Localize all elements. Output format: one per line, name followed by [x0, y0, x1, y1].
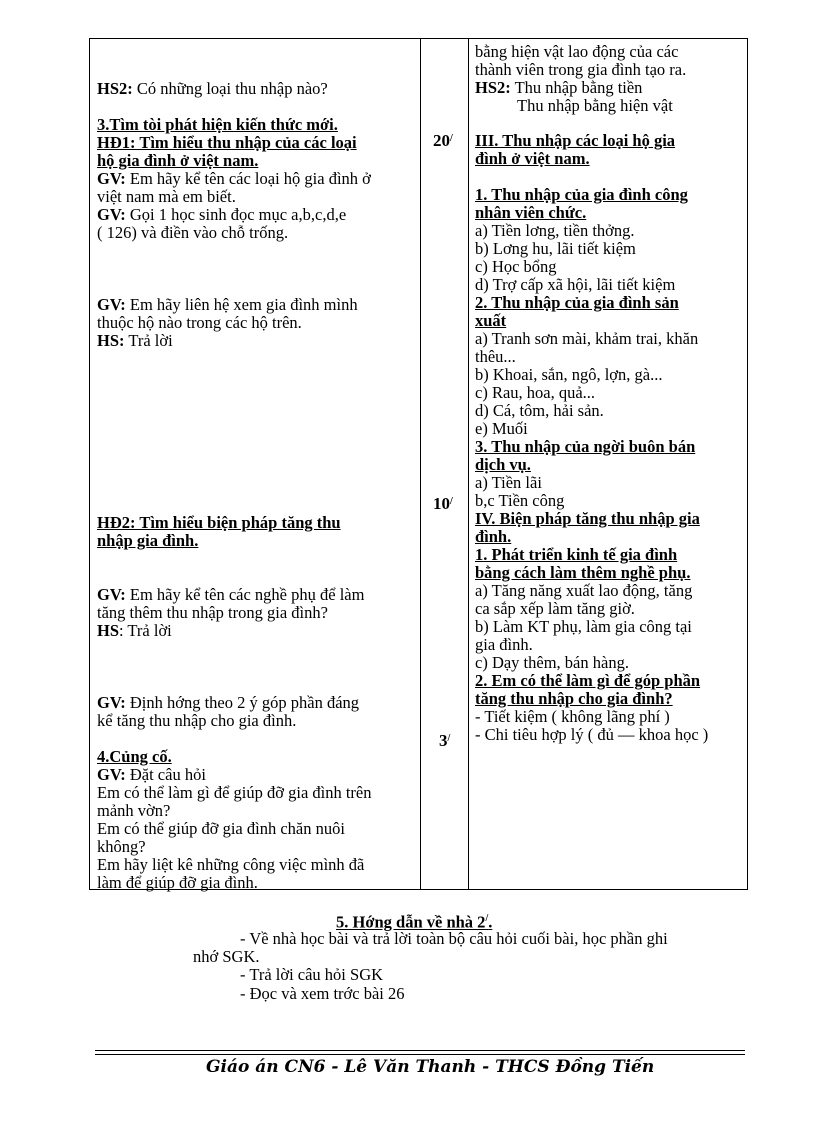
time-10: 10/	[433, 494, 453, 513]
gv-relate-household: GV: Em hãy liên hệ xem gia đình mình thuộc hộ nào trong các hộ trên. HS: Trả lời	[97, 295, 358, 350]
section-3-heading: 3.Tìm tòi phát hiện kiến thức mới. HĐ1: Tìm hiểu thu nhập của các loại hộ gia đình ở việt nam.	[97, 115, 357, 170]
gv-side-jobs: GV: Em hãy kể tên các nghề phụ để làm tăng thêm thu nhập trong gia đình? HS: Trả lời	[97, 585, 365, 640]
homework-line: - Trả lời câu hỏi SGK	[240, 965, 384, 984]
column-divider	[468, 39, 469, 889]
section-3-income-types: III. Thu nhập các loại hộ gia đình ở việt nam.	[475, 131, 676, 168]
homework-title: 5. Hớng dẫn về nhà 2/.	[336, 912, 493, 932]
time-20: 20/	[433, 131, 453, 150]
column-divider	[420, 39, 421, 889]
section-4-consolidation: 4.Củng cố. GV: Đặt câu hỏi Em có thể làm gì để giúp đỡ gia đình trên mảnh vờn? Em có thể giúp đỡ gia đình chăn nuôi không? Em hãy liệt kê những công việc mình đã làm để giúp đỡ gia đình.	[97, 747, 372, 892]
gv-ask-household-types: GV: Em hãy kể tên các loại hộ gia đình ở việt nam mà em biết. GV: Gọi 1 học sinh đọc mục a,b,c,d,e ( 126) và điền vào chỗ trống.	[97, 169, 371, 242]
gv-guidance: GV: Định hớng theo 2 ý góp phần đáng kể tăng thu nhập cho gia đình.	[97, 693, 360, 730]
officials-income: 1. Thu nhập của gia đình công nhân viên chức. a) Tiền lơng, tiền thởng. b) Lơng hu, lãi tiết kiệm c) Học bổng d) Trợ cấp xã hội, lãi tiết kiệm 2. Thu nhập của gia đình sản xuất a) Tranh sơn mài, khảm trai, khăn thêu... b) Khoai, sắn, ngô, lợn, gà... c) Rau, hoa, quả... d) Cá, tôm, hải sản. e) Muối 3. Thu nhập của ngời buôn bán dịch vụ. a) Tiền lãi b,c Tiền công IV. Biện pháp tăng thu nhập gia đình. 1. Phát triển kinh tế gia đình bằng cách làm thêm nghề phụ. a) Tăng năng xuất lao động, tăng ca sắp xếp làm tăng giờ. b) Làm KT phụ, làm gia công tại gia đình. c) Dạy thêm, bán hàng. 2. Em có thể làm gì để góp phần tăng thu nhập cho gia đình? - Tiết kiệm ( không lãng phí ) - Chi tiêu hợp lý ( đủ — khoa học )	[475, 185, 709, 744]
time-3: 3/	[439, 731, 451, 750]
hs2-question: HS2: Có những loại thu nhập nào?	[97, 79, 328, 98]
footer-divider	[95, 1050, 745, 1051]
lesson-table	[89, 38, 748, 890]
hd2-heading: HĐ2: Tìm hiểu biện pháp tăng thu nhập gia đình.	[97, 513, 341, 550]
homework-line: - Về nhà học bài và trả lời toàn bộ câu hỏi cuối bài, học phần ghi	[240, 929, 668, 948]
in-kind-income-text: bằng hiện vật lao động của các thành viên trong gia đình tạo ra. HS2: Thu nhập bằng tiền Thu nhập bằng hiện vật	[475, 42, 687, 115]
footer-divider	[95, 1054, 745, 1055]
page-footer: Giáo án CN6 - Lê Văn Thanh - THCS Đồng Tiến	[206, 1057, 655, 1077]
homework-line: nhớ SGK.	[193, 947, 260, 966]
homework-line: - Đọc và xem trớc bài 26	[240, 984, 405, 1003]
